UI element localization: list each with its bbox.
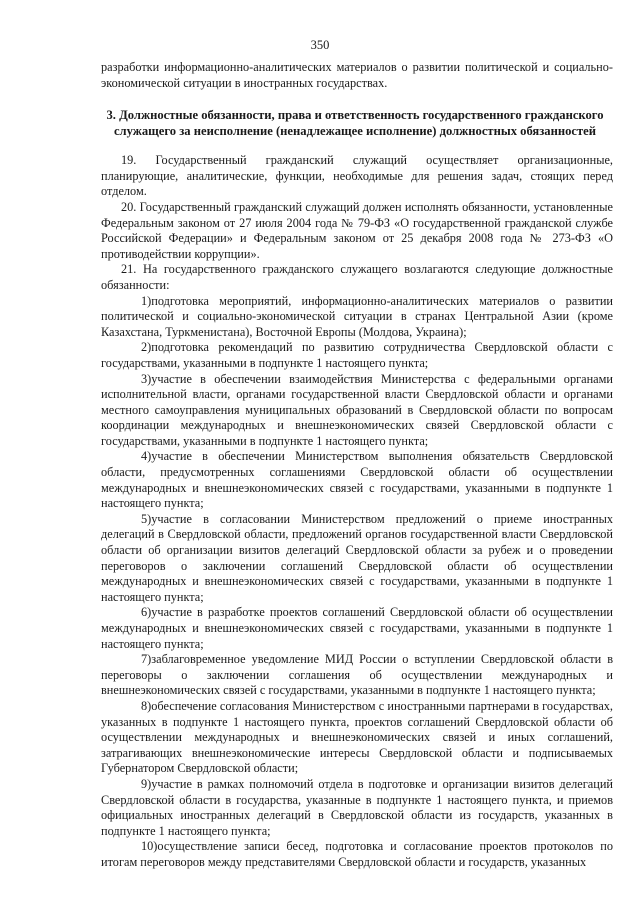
intro-continuation: разработки информационно-аналитических материалов о развитии политической и социально-экономической ситуации в иностранных государствах. — [101, 60, 613, 90]
list-item-number: 9) — [141, 776, 152, 791]
list-item-text: подготовка рекомендаций по развитию сотрудничества Свердловской области с государствами, указанными в подпункте 1 настоящего пункта; — [101, 340, 613, 370]
list-item-8 — [101, 699, 613, 777]
list-item-text: заблаговременное уведомление МИД России о вступлении Свердловской области в переговоры о заключении соглашения об осуществлении международных и внешнеэкономических связей с государствами, указанными в подпункте 1 настоящего пункта; — [101, 652, 613, 698]
list-item-text: участие в разработке проектов соглашений Свердловской области об осуществлении международных и внешнеэкономических связей с государствами, указанными в подпункте 1 настоящего пункта; — [101, 605, 613, 651]
list-item-text: обеспечение согласования Министерством с иностранными партнерами в государствах, указанных в подпункте 1 настоящего пункта, проектов соглашений Свердловской области об осуществлении международных и внешнеэкономических связей и иных соглашений, затрагивающих внешнеэкономические интересы Свердловской области и подписываемых Губернатором Свердловской области; — [101, 698, 613, 776]
list-item-text: подготовка мероприятий, информационно-аналитических материалов о развитии политической и социально-экономической ситуации в странах Центральной Азии (кроме Казахстана, Туркменистана), Восточной Европы (Молдова, Украина); — [101, 293, 613, 339]
paragraph-19: 19. Государственный гражданский служащий осуществляет организационные, планирующие, аналитические, функции, необходимые для решения задач, стоящих перед отделом. — [101, 153, 613, 199]
list-item-number: 7) — [141, 652, 152, 667]
list-item-5 — [101, 512, 613, 606]
list-item-6 — [101, 605, 613, 652]
list-item-number: 2) — [141, 340, 152, 355]
list-item-2 — [101, 340, 613, 371]
list-item-number: 1) — [141, 293, 152, 308]
paragraph-21: 21. На государственного гражданского служащего возлагаются следующие должностные обязанности: — [101, 262, 613, 292]
list-item-number: 3) — [141, 371, 152, 386]
list-item-3 — [101, 372, 613, 450]
page-number: 350 — [310, 38, 330, 52]
list-item-1 — [101, 294, 613, 341]
list-item-9 — [101, 777, 613, 839]
list-item-text: участие в обеспечении Министерством выполнения обязательств Свердловской области, предусмотренных соглашениями Свердловской области об осуществлении международных и внешнеэкономических связей с государствами, указанными в подпункте 1 настоящего пункта; — [101, 449, 613, 511]
list-item-text: участие в рамках полномочий отдела в подготовке и организации визитов делегаций Свердловской области в государства, указанные в подпункте 1 настоящего пункта, и приемов официальных иностранных делегаций в Свердловской области из государств, указанных в подпункте 1 настоящего пункта; — [101, 776, 613, 838]
document-body — [101, 60, 613, 871]
list-item-text: участие в согласовании Министерством предложений о приеме иностранных делегаций в Свердловской области, предложений органов государственной власти Свердловской области об организации визитов делегаций Свердловской области за рубеж и о проведении переговоров о заключении соглашений Свердловской области об осуществлении международных и внешнеэкономических связей с государствами, указанными в подпункте 1 настоящего пункта; — [101, 511, 613, 604]
list-item-7 — [101, 652, 613, 699]
list-item-number: 8) — [141, 698, 152, 713]
list-item-4 — [101, 449, 613, 511]
section-heading: 3. Должностные обязанности, права и ответственность государственного гражданского служащего за неисполнение (ненадлежащее исполнение) должностных обязанностей — [106, 108, 604, 139]
list-item-number: 5) — [141, 511, 152, 526]
list-item-text: осуществление записи бесед, подготовка и согласование проектов протоколов по итогам переговоров между представителями Свердловской области и государств, указанных — [101, 839, 613, 869]
paragraph-20: 20. Государственный гражданский служащий должен исполнять обязанности, установленные Федеральным законом от 27 июля 2004 года № 79-ФЗ «О государственной гражданской службе Российской Федерации» и Федеральным законом от 25 декабря 2008 года № 273-ФЗ «О противодействии коррупции». — [101, 199, 613, 261]
list-item-number: 10) — [141, 839, 158, 854]
list-item-number: 4) — [141, 449, 152, 464]
list-item-10 — [101, 839, 613, 870]
list-item-number: 6) — [141, 605, 152, 620]
list-item-text: участие в обеспечении взаимодействия Министерства с федеральными органами исполнительной власти, органами государственной власти Свердловской области и органами местного самоуправления муниципальных образований в Свердловской области по вопросам координации международных и внешнеэкономических связей Свердловской области с государствами, указанными в подпункте 1 настоящего пункта; — [101, 371, 613, 448]
